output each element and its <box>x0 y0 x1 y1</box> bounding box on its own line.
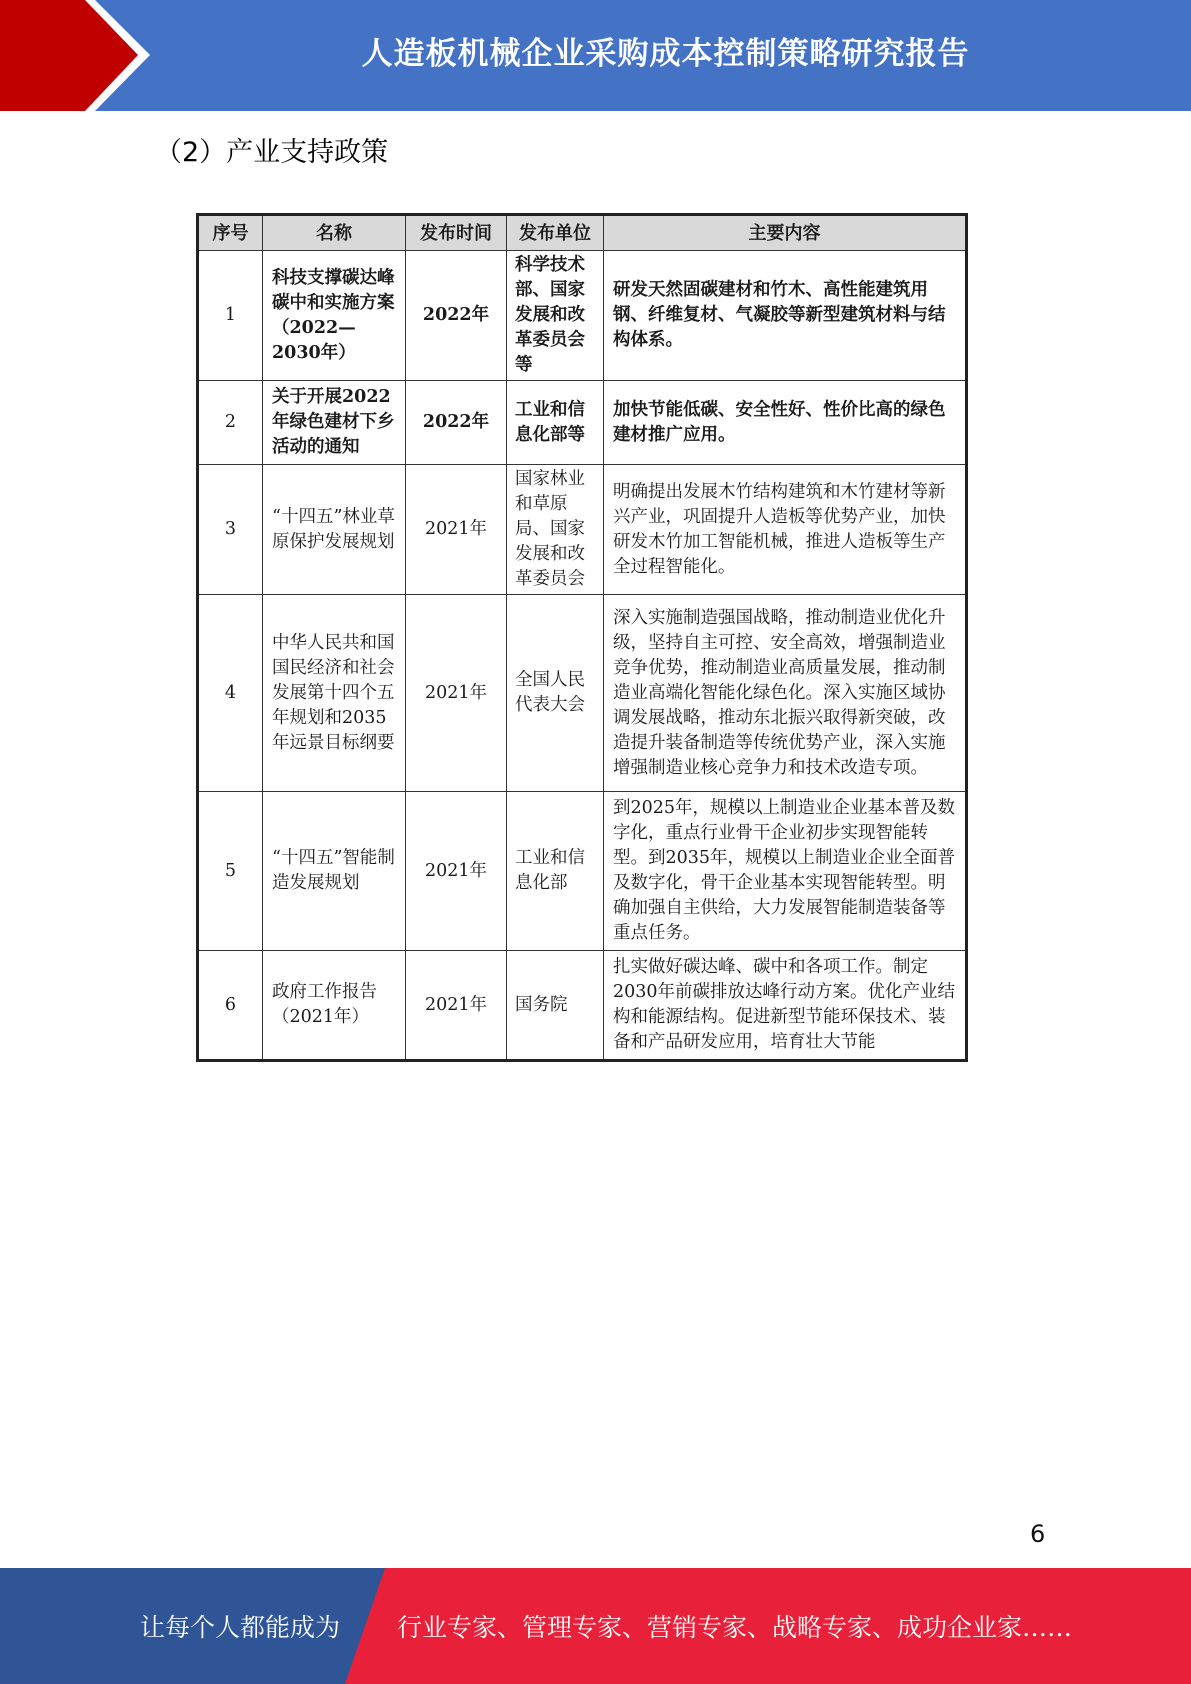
row-no: 3 <box>198 465 263 595</box>
row-no: 5 <box>198 792 263 951</box>
row-content: 明确提出发展木竹结构建筑和木竹建材等新兴产业，巩固提升人造板等优势产业，加快研发木竹加工智能机械，推进人造板等生产全过程智能化。 <box>604 465 967 595</box>
row-name: 政府工作报告（2021年） <box>263 951 406 1061</box>
row-issuer: 国家林业和草原局、国家发展和改革委员会 <box>507 465 604 595</box>
table-row <box>198 951 967 1061</box>
row-date: 2021年 <box>406 951 507 1061</box>
page-header <box>0 0 1191 111</box>
row-content: 深入实施制造强国战略，推动制造业优化升级，坚持自主可控、安全高效，增强制造业竞争优势，推动制造业高质量发展，推动制造业高端化智能化绿色化。深入实施区域协调发展战略，推动东北振兴取得新突破，改造提升装备制造等传统优势产业，深入实施增强制造业核心竞争力和技术改造专项。 <box>604 595 967 792</box>
row-issuer: 全国人民代表大会 <box>507 595 604 792</box>
row-no: 1 <box>198 251 263 381</box>
row-content: 研发天然固碳建材和竹木、高性能建筑用钢、纤维复材、气凝胶等新型建筑材料与结构体系。 <box>604 251 967 381</box>
policy-table <box>196 213 968 1062</box>
row-date: 2021年 <box>406 595 507 792</box>
table-row <box>198 251 967 381</box>
page-number: 6 <box>1030 1520 1046 1548</box>
row-content: 加快节能低碳、安全性好、性价比高的绿色建材推广应用。 <box>604 381 967 465</box>
row-name: “十四五”智能制造发展规划 <box>263 792 406 951</box>
row-issuer: 科学技术部、国家发展和改革委员会等 <box>507 251 604 381</box>
row-no: 2 <box>198 381 263 465</box>
row-name: 科技支撑碳达峰碳中和实施方案（2022—2030年） <box>263 251 406 381</box>
row-no: 6 <box>198 951 263 1061</box>
header-date: 发布时间 <box>406 215 507 251</box>
header-issuer: 发布单位 <box>507 215 604 251</box>
table-row <box>198 595 967 792</box>
footer-slogan-right: 行业专家、管理专家、营销专家、战略专家、成功企业家…… <box>397 1613 1073 1642</box>
header-no: 序号 <box>198 215 263 251</box>
header-chevron-icon <box>0 0 160 111</box>
row-issuer: 国务院 <box>507 951 604 1061</box>
footer-slogan-left: 让每个人都能成为 <box>140 1613 341 1642</box>
row-issuer: 工业和信息化部 <box>507 792 604 951</box>
row-name: “十四五”林业草原保护发展规划 <box>263 465 406 595</box>
row-issuer: 工业和信息化部等 <box>507 381 604 465</box>
report-title: 人造板机械企业采购成本控制策略研究报告 <box>361 35 970 72</box>
row-content: 到2025年，规模以上制造业企业基本普及数字化，重点行业骨干企业初步实现智能转型。到2035年，规模以上制造业企业全面普及数字化，骨干企业基本实现智能转型。明确加强自主供给，大力发展智能制造装备等重点任务。 <box>604 792 967 951</box>
header-content: 主要内容 <box>604 215 967 251</box>
row-date: 2022年 <box>406 381 507 465</box>
table-header-row <box>198 215 967 251</box>
table-row <box>198 792 967 951</box>
row-date: 2021年 <box>406 792 507 951</box>
row-date: 2022年 <box>406 251 507 381</box>
table-row <box>198 381 967 465</box>
row-name: 关于开展2022年绿色建材下乡活动的通知 <box>263 381 406 465</box>
row-no: 4 <box>198 595 263 792</box>
row-date: 2021年 <box>406 465 507 595</box>
row-content: 扎实做好碳达峰、碳中和各项工作。制定2030年前碳排放达峰行动方案。优化产业结构和能源结构。促进新型节能环保技术、装备和产品研发应用，培育壮大节能 <box>604 951 967 1061</box>
header-name: 名称 <box>263 215 406 251</box>
section-heading: （2）产业支持政策 <box>155 137 389 168</box>
page-footer <box>0 1568 1191 1684</box>
row-name: 中华人民共和国国民经济和社会发展第十四个五年规划和2035年远景目标纲要 <box>263 595 406 792</box>
table-row <box>198 465 967 595</box>
